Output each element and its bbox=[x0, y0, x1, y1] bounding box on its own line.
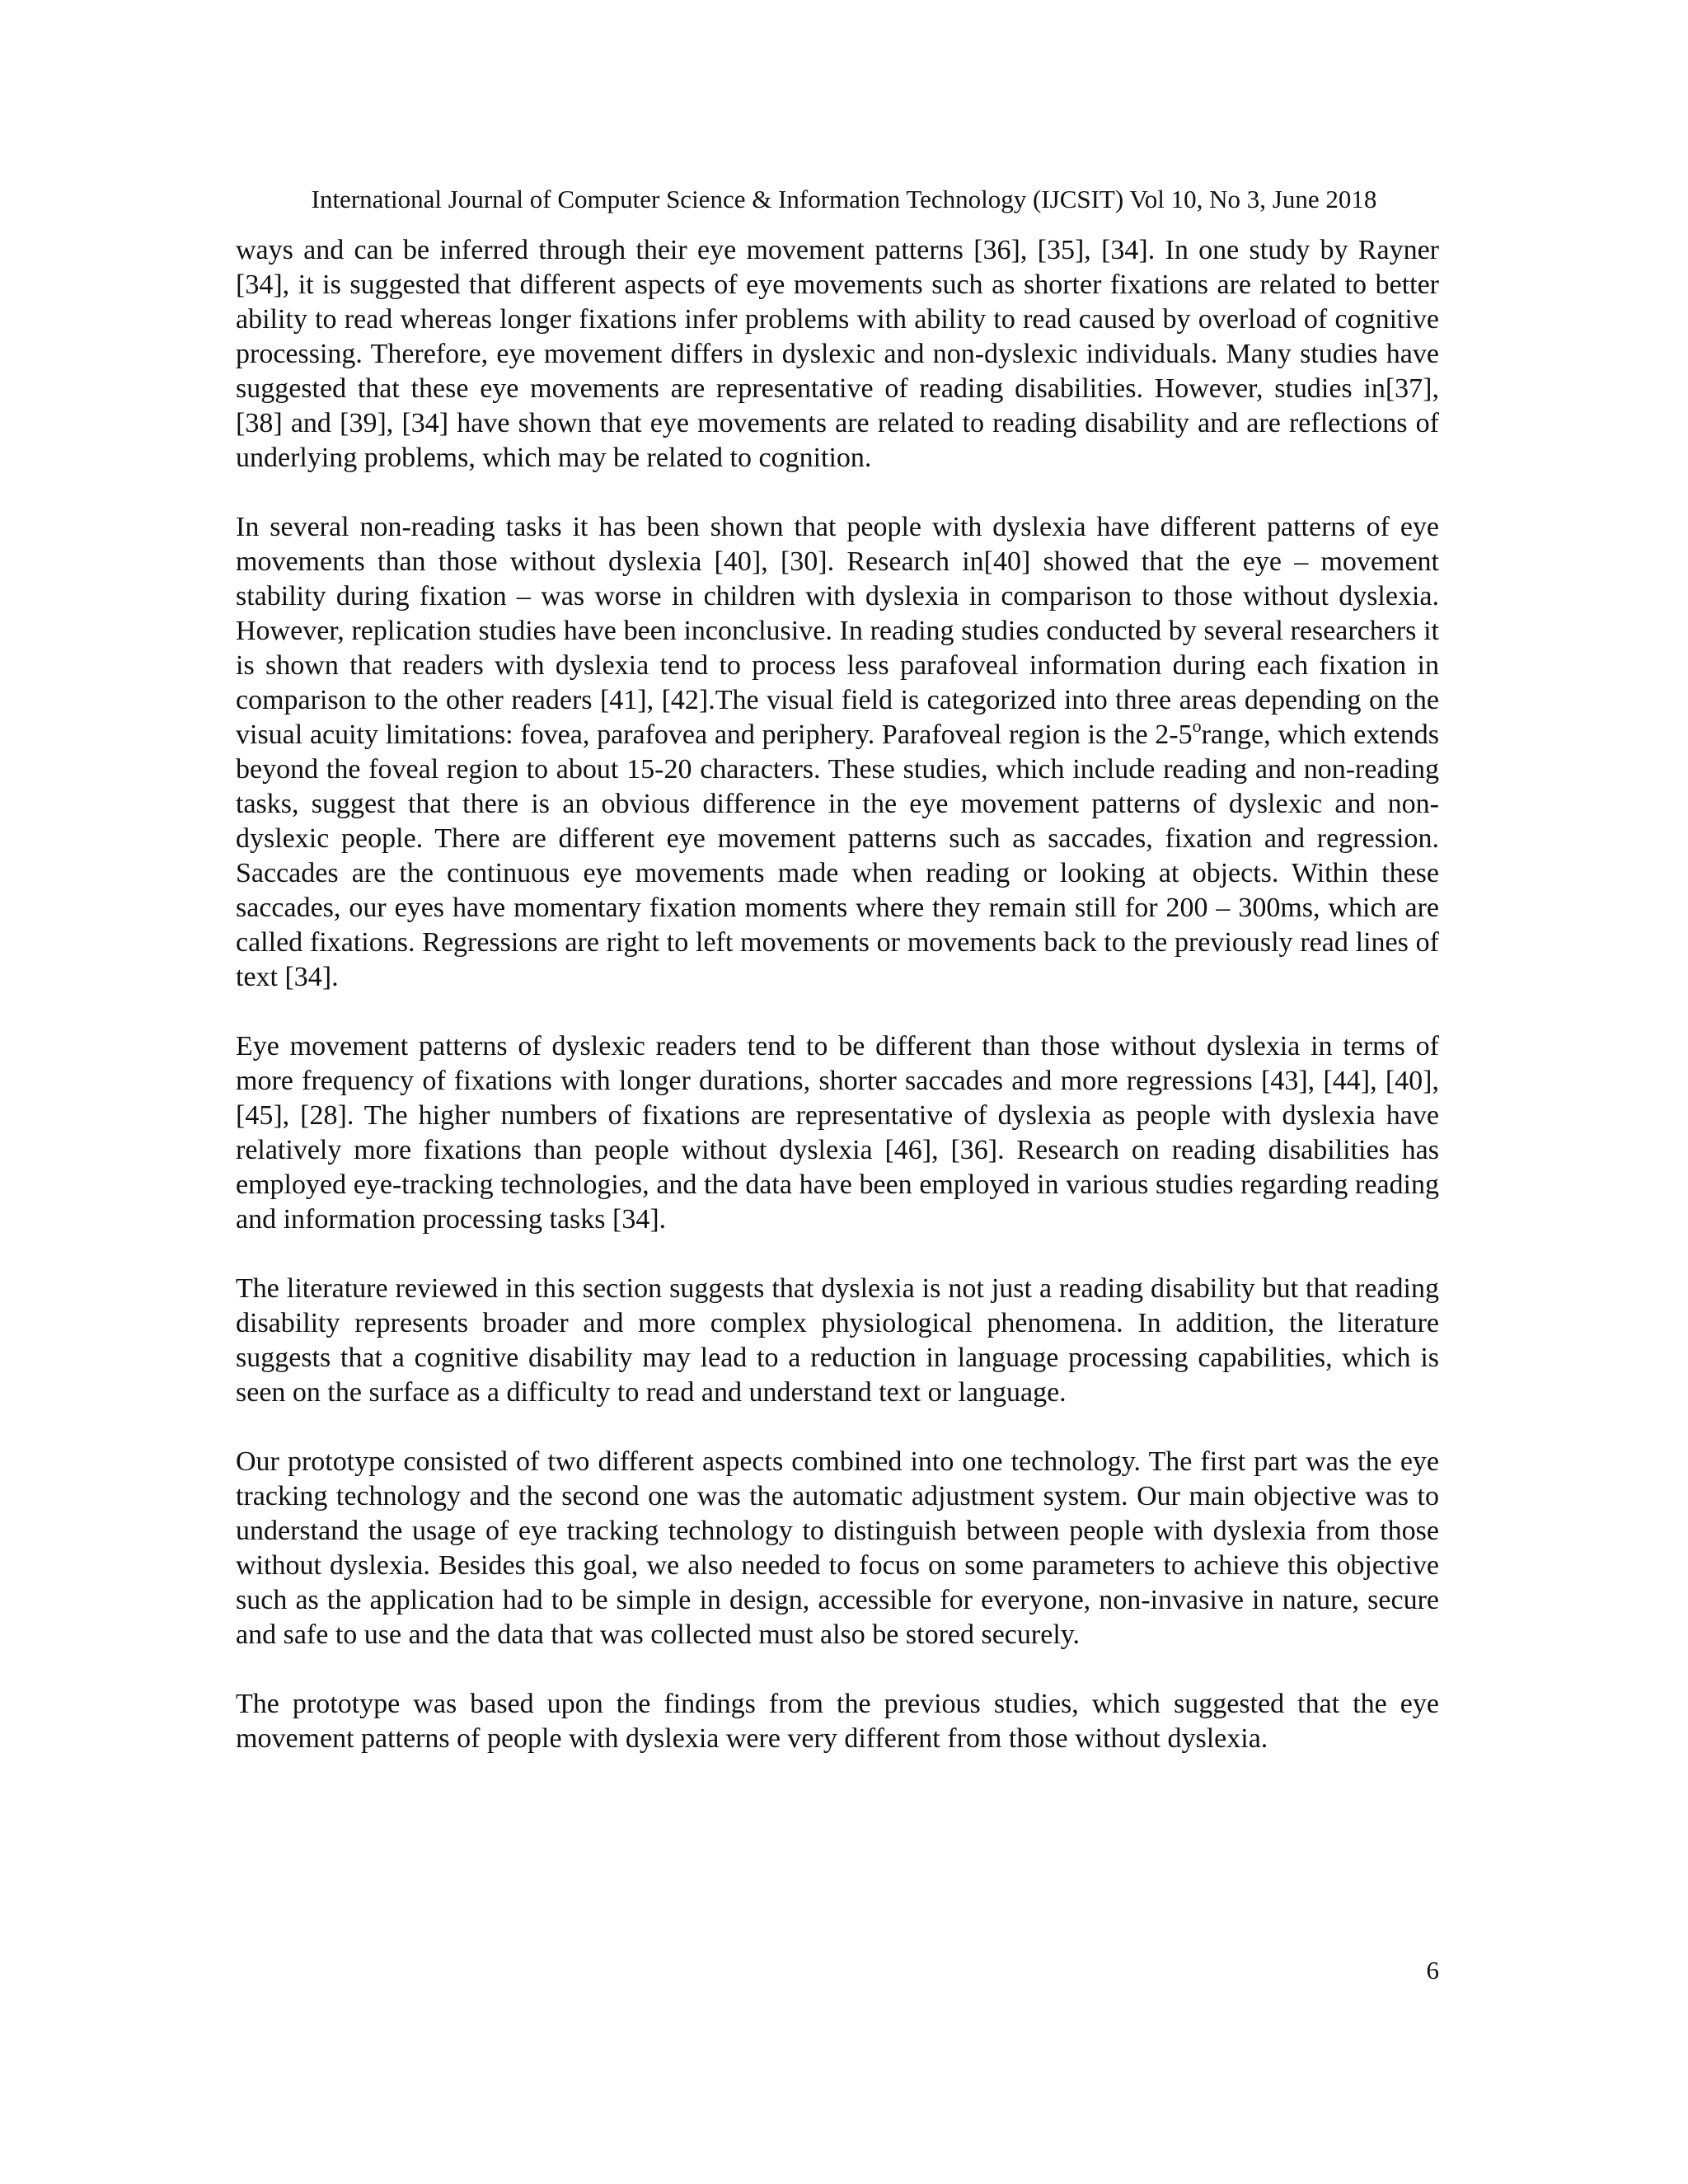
paragraph-dyslexic-readers-patterns: Eye movement patterns of dyslexic readers tend to be different than those without dyslexia in terms of more frequency of fixations with longer durations, shorter saccades and more regressions [43], [44], [40], [45], [28]. The higher numbers of fixations are representative of dyslexia as people with dyslexia have relatively more fixations than people without dyslexia [46], [36]. Research on reading disabilities has employed eye-tracking technologies, and the data have been employed in various studies regarding reading and information processing tasks [34]. bbox=[236, 1031, 1439, 1235]
running-header: International Journal of Computer Science & Information Technology (IJCSIT) Vol 10, No 3, June 2018 bbox=[311, 185, 1377, 213]
degree-superscript: o bbox=[1192, 715, 1202, 736]
paragraph-literature-review: The literature reviewed in this section suggests that dyslexia is not just a reading disability but that reading disability represents broader and more complex physiological phenomena. In addition, the literature suggests that a cognitive disability may lead to a reduction in language processing capabilities, which is seen on the surface as a difficulty to read and understand text or language. bbox=[236, 1273, 1439, 1408]
paragraph-eye-movement-cognition: ways and can be inferred through their eye movement patterns [36], [35], [34]. In one study by Rayner [34], it is suggested that different aspects of eye movements such as shorter fixations are related to better ability to read whereas longer fixations infer problems with ability to read caused by overload of cognitive processing. Therefore, eye movement differs in dyslexic and non-dyslexic individuals. Many studies have suggested that these eye movements are representative of reading disabilities. However, studies in[37], [38] and [39], [34] have shown that eye movements are related to reading disability and are reflections of underlying problems, which may be related to cognition. bbox=[236, 235, 1439, 473]
paragraph-prototype-description: Our prototype consisted of two different aspects combined into one technology. The first part was the eye tracking technology and the second one was the automatic adjustment system. Our main objective was to understand the usage of eye tracking technology to distinguish between people with dyslexia from those without dyslexia. Besides this goal, we also needed to focus on some parameters to achieve this objective such as the application had to be simple in design, accessible for everyone, non-invasive in nature, secure and safe to use and the data that was collected must also be stored securely. bbox=[236, 1446, 1439, 1650]
page-number: 6 bbox=[1426, 1956, 1439, 1985]
paragraph-prototype-basis: The prototype was based upon the findings from the previous studies, which suggested that the eye movement patterns of people with dyslexia were very different from those without dyslexia. bbox=[236, 1689, 1439, 1754]
body-text bbox=[236, 233, 1439, 1756]
paragraph-non-reading-tasks bbox=[236, 510, 1439, 995]
paragraph-text-part: range, which extends beyond the foveal region to about 15-20 characters. These studies, which include reading and non-reading tasks, suggest that there is an obvious difference in the eye movement patterns of dyslexic and non-dyslexic people. There are different eye movement patterns such as saccades, fixation and regression. Saccades are the continuous eye movements made when reading or looking at objects. Within these saccades, our eyes have momentary fixation moments where they remain still for 200 – 300ms, which are called fixations. Regressions are right to left movements or movements back to the previously read lines of text [34]. bbox=[236, 719, 1439, 992]
paragraph-text-part: In several non-reading tasks it has been shown that people with dyslexia have different patterns of eye movements than those without dyslexia [40], [30]. Research in[40] showed that the eye – movement stability during fixation – was worse in children with dyslexia in comparison to those without dyslexia. However, replication studies have been inconclusive. In reading studies conducted by several researchers it is shown that readers with dyslexia tend to process less parafoveal information during each fixation in comparison to the other readers [41], [42].The visual field is categorized into three areas depending on the visual acuity limitations: fovea, parafovea and periphery. Parafoveal region is the 2-5 bbox=[236, 512, 1439, 750]
